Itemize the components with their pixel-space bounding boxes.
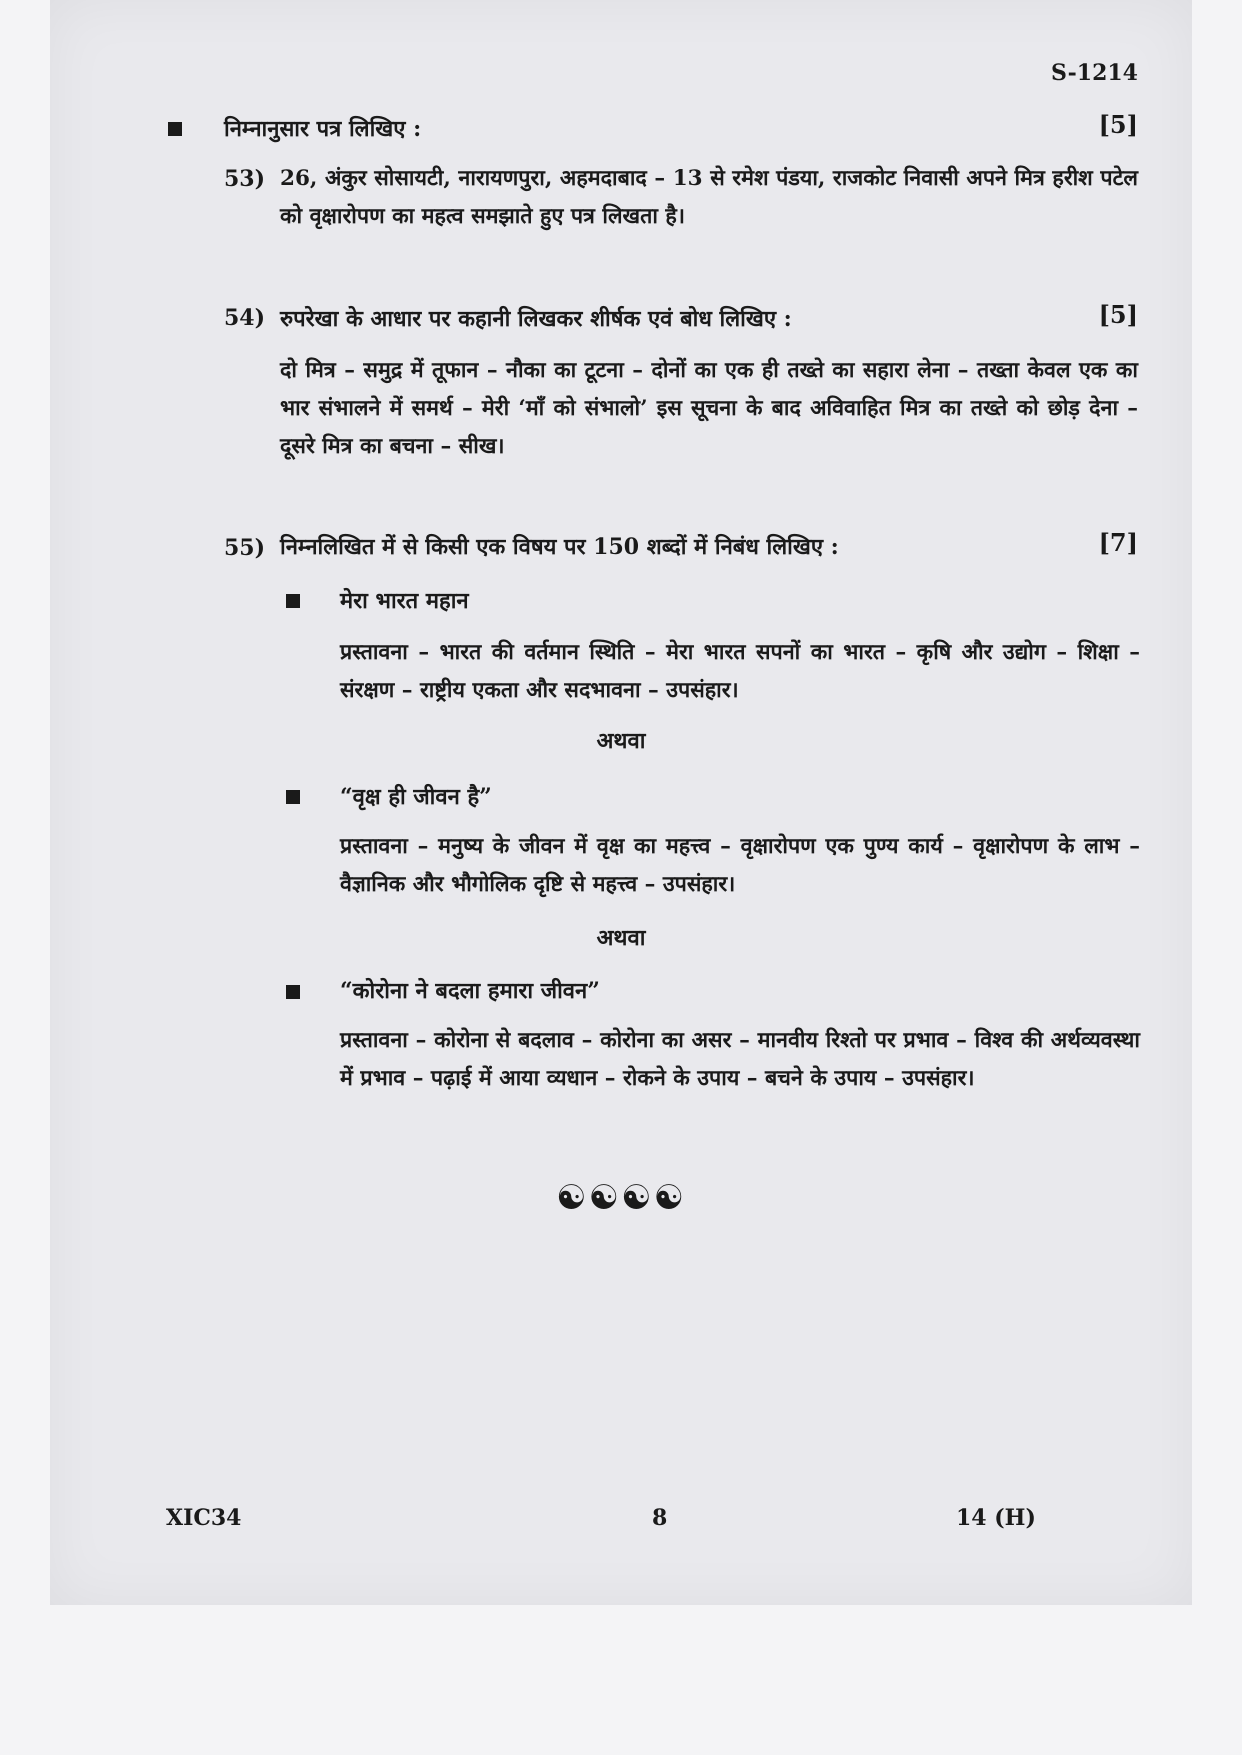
topic-3-bullet [286,985,300,999]
footer-right: 14 (H) [956,1505,1036,1531]
topic-2-title: “वृक्ष ही जीवन है” [340,784,492,810]
topic-3-title: “कोरोना ने बदला हमारा जीवन” [340,978,600,1004]
footer-code: XIC34 [166,1505,242,1531]
topic-2-outline: प्रस्तावना – मनुष्य के जीवन में वृक्ष का महत्त्व – वृक्षारोपण एक पुण्य कार्य – वृक्षारोपण के लाभ – वैज्ञानिक और भौगोलिक दृष्टि से महत्त्व – उपसंहार। [340,834,1140,897]
topic-2-bullet [286,790,300,804]
question-54-outline: दो मित्र – समुद्र में तूफान – नौका का टूटना – दोनों का एक ही तख्ते का सहारा लेना – तख्ता केवल एक का भार संभालने में समर्थ – मेरी ‘माँ को संभालो’ इस सूचना के बाद अविवाहित मित्र का तख्ते को छोड़ देना – दूसरे मित्र का बचना – सीख। [280,358,1138,459]
question-54-number: 54) [224,305,266,331]
end-ornament: ☯☯☯☯ [556,1178,686,1218]
page-number: 8 [652,1505,668,1531]
separator-1: अथवा [596,728,646,754]
question-54-marks: [5] [1098,300,1138,329]
section-heading: निम्नानुसार पत्र लिखिए : [224,116,422,142]
topic-1-title: मेरा भारत महान [340,588,469,614]
question-55-text: निम्नलिखित में से किसी एक विषय पर 150 शब्दों में निबंध लिखिए : [280,534,839,560]
topic-3-outline: प्रस्तावना – कोरोना से बदलाव – कोरोना का असर – मानवीय रिश्तो पर प्रभाव – विश्व की अर्थव्यवस्था में प्रभाव – पढ़ाई में आया व्यधान – रोकने के उपाय – बचने के उपाय – उपसंहार। [340,1028,1140,1091]
question-54-text: रुपरेखा के आधार पर कहानी लिखकर शीर्षक एवं बोध लिखिए : [280,306,792,332]
separator-2: अथवा [596,925,646,951]
question-53-text: 26, अंकुर सोसायटी, नारायणपुरा, अहमदाबाद – 13 से रमेश पंडया, राजकोट निवासी अपने मित्र हरीश पटेल को वृक्षारोपण का महत्व समझाते हुए पत्र लिखता है। [280,166,1138,229]
question-55-marks: [7] [1098,528,1138,557]
topic-1-outline: प्रस्तावना – भारत की वर्तमान स्थिति – मेरा भारत सपनों का भारत – कृषि और उद्योग – शिक्षा – संरक्षण – राष्ट्रीय एकता और सदभावना – उपसंहार। [340,640,1140,703]
section-marks: [5] [1098,110,1138,139]
topic-1-bullet [286,594,300,608]
section-bullet [168,122,182,136]
question-55-number: 55) [224,535,266,561]
question-53-number: 53) [224,166,266,192]
exam-page [50,0,1192,1605]
paper-code: S-1214 [1050,60,1138,86]
